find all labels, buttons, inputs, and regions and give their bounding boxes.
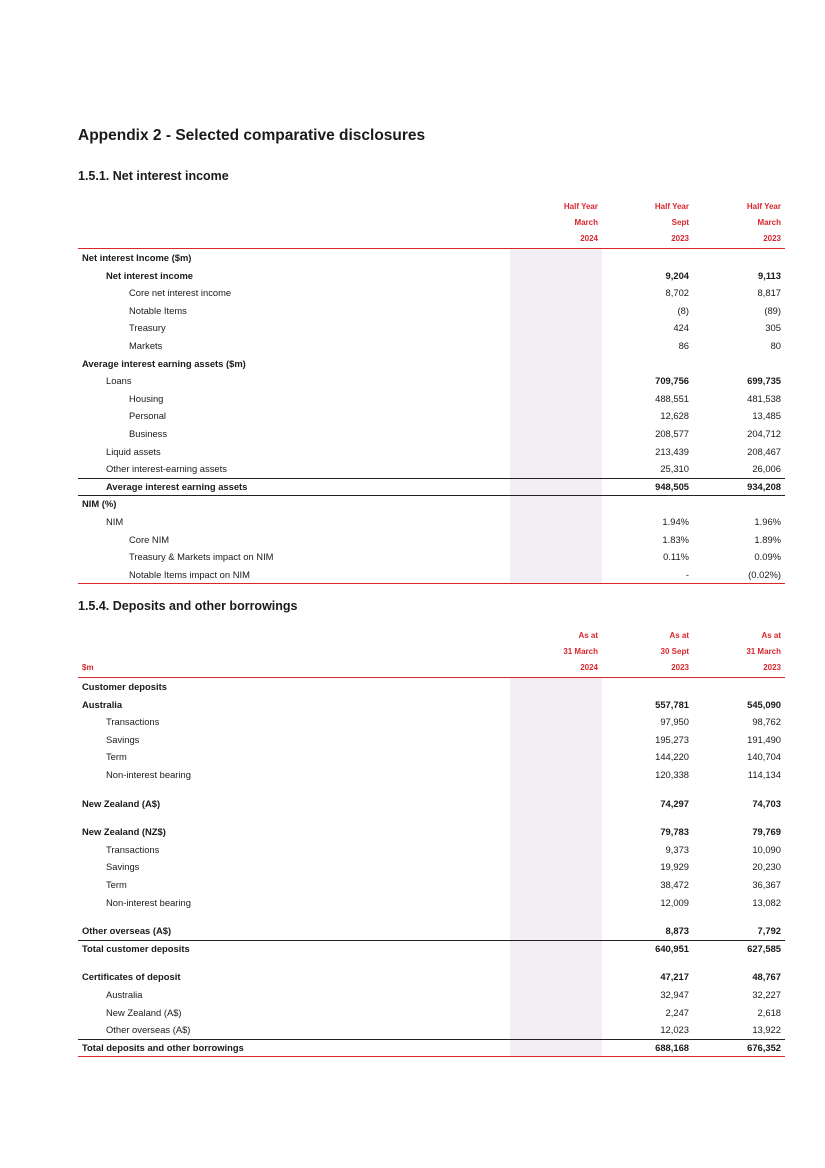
cell-value: 74,297 — [660, 797, 689, 809]
table-row — [78, 922, 785, 940]
cell-value: 9,204 — [665, 269, 689, 281]
row-label: Net interest income — [106, 269, 194, 281]
column-header-row — [78, 644, 785, 660]
table-row — [78, 337, 785, 355]
row-label: Non-interest bearing — [106, 769, 191, 780]
cell-value: 488,551 — [655, 392, 689, 404]
page-title: Appendix 2 - Selected comparative disclosures — [78, 127, 426, 144]
row-label: New Zealand (A$) — [82, 797, 161, 809]
cell-value: 97,950 — [660, 716, 689, 728]
cell-value: 120,338 — [655, 769, 689, 780]
table-row — [78, 478, 785, 496]
row-label: Total customer deposits — [82, 942, 190, 954]
cell-value: 79,783 — [660, 826, 689, 838]
cell-value: 557,781 — [655, 698, 689, 710]
cell-value: 80 — [770, 340, 781, 351]
table-row — [78, 513, 785, 531]
cell-value: 12,023 — [660, 1024, 689, 1036]
cell-value: 204,712 — [747, 428, 781, 439]
cell-value: 676,352 — [747, 1041, 781, 1053]
row-label: Australia — [82, 698, 123, 710]
column-header-3: Half Year — [746, 202, 781, 211]
column-header-3: 31 March — [746, 647, 781, 656]
cell-value: 1.83% — [662, 533, 689, 545]
table-row — [78, 407, 785, 425]
table-row — [78, 841, 785, 859]
row-label: Core net interest income — [129, 287, 232, 299]
cell-value: 934,208 — [747, 480, 781, 492]
cell-value: 424 — [673, 322, 689, 334]
column-header-1: 2024 — [580, 663, 598, 672]
column-header-row — [78, 628, 785, 644]
table-row — [78, 986, 785, 1004]
row-label: Savings — [106, 733, 140, 745]
cell-value: 1.89% — [754, 533, 781, 545]
cell-value: 640,951 — [655, 942, 689, 954]
column-header-1: 31 March — [563, 647, 598, 656]
row-label: New Zealand (A$) — [106, 1006, 182, 1018]
table-row — [78, 267, 785, 285]
table-row — [78, 566, 785, 584]
column-header-1: As at — [578, 631, 598, 640]
column-header-row — [78, 231, 785, 247]
bottom-rule — [78, 1056, 785, 1057]
unit-label: $m — [82, 663, 94, 672]
table-row — [78, 302, 785, 320]
cell-value: 19,929 — [660, 861, 689, 873]
row-label: Term — [106, 879, 127, 890]
column-header-3: 2023 — [763, 234, 781, 243]
row-label: New Zealand (NZ$) — [82, 826, 166, 838]
row-label: NIM (%) — [82, 498, 117, 510]
cell-value: 2,247 — [665, 1006, 689, 1018]
column-header-3: As at — [761, 631, 781, 640]
table-row — [78, 372, 785, 390]
table-row — [78, 1004, 785, 1022]
table-row — [78, 443, 785, 461]
row-label: Average interest earning assets ($m) — [82, 357, 246, 369]
row-label: Other overseas (A$) — [82, 925, 172, 937]
cell-value: (0.02%) — [748, 568, 781, 580]
table-row — [78, 548, 785, 566]
nii-section-heading: 1.5.1. Net interest income — [78, 169, 229, 183]
table-row — [78, 319, 785, 337]
column-header-2: 2023 — [671, 234, 689, 243]
cell-value: 709,756 — [655, 375, 689, 387]
table-row — [78, 894, 785, 912]
cell-value: 74,703 — [752, 797, 781, 809]
row-label: Notable Items — [129, 304, 187, 316]
column-header-row — [78, 199, 785, 215]
row-label: Certificates of deposit — [82, 971, 181, 983]
column-header-2: As at — [669, 631, 689, 640]
row-label: Non-interest bearing — [106, 896, 191, 908]
row-label: NIM — [106, 516, 124, 527]
column-header-1: Half Year — [563, 202, 598, 211]
table-row — [78, 713, 785, 731]
cell-value: 47,217 — [660, 971, 689, 983]
cell-value: 26,006 — [752, 463, 781, 475]
cell-value: 36,367 — [752, 879, 781, 890]
table-row — [78, 696, 785, 714]
column-header-1: March — [574, 218, 598, 227]
row-label: Personal — [129, 410, 167, 422]
cell-value: 8,702 — [665, 287, 689, 299]
cell-value: 25,310 — [660, 463, 689, 475]
row-label: Housing — [129, 392, 164, 404]
bottom-rule — [78, 583, 785, 584]
cell-value: 140,704 — [747, 751, 781, 763]
column-header-3: March — [757, 218, 781, 227]
cell-value: 208,577 — [655, 428, 689, 439]
table-row — [78, 495, 785, 513]
column-header-3: 2023 — [763, 663, 781, 672]
table-row — [78, 355, 785, 373]
column-header-2: 30 Sept — [660, 647, 689, 656]
table-row — [78, 858, 785, 876]
row-label: Transactions — [106, 843, 160, 855]
cell-value: 2,618 — [757, 1006, 781, 1018]
row-label: Treasury — [129, 322, 166, 334]
row-label: Customer deposits — [82, 681, 167, 692]
table-row — [78, 678, 785, 696]
row-label: Loans — [106, 375, 132, 387]
cell-value: 20,230 — [752, 861, 781, 873]
cell-value: 13,082 — [752, 896, 781, 908]
row-label: Business — [129, 428, 168, 439]
cell-value: 481,538 — [747, 392, 781, 404]
row-label: Treasury & Markets impact on NIM — [129, 551, 274, 563]
cell-value: 12,628 — [660, 410, 689, 422]
cell-value: 12,009 — [660, 896, 689, 908]
cell-value: 0.09% — [754, 551, 781, 563]
cell-value: 191,490 — [747, 733, 781, 745]
cell-value: 208,467 — [747, 445, 781, 457]
row-label: Notable Items impact on NIM — [129, 568, 250, 580]
row-label: Australia — [106, 989, 143, 1000]
cell-value: 948,505 — [655, 480, 689, 492]
cell-value: 1.96% — [754, 516, 781, 527]
cell-value: 32,947 — [660, 989, 689, 1000]
cell-value: - — [685, 568, 689, 580]
row-label: Term — [106, 751, 127, 763]
row-label: Total deposits and other borrowings — [82, 1041, 244, 1053]
cell-value: 9,373 — [665, 843, 689, 855]
cell-value: 10,090 — [752, 843, 781, 855]
cell-value: 0.11% — [663, 551, 689, 563]
cell-value: 1.94% — [662, 516, 689, 527]
row-label: Liquid assets — [106, 445, 161, 457]
cell-value: 38,472 — [660, 879, 689, 890]
table-row — [78, 531, 785, 549]
table-row — [78, 284, 785, 302]
table-row — [78, 460, 785, 478]
cell-value: 627,585 — [747, 942, 781, 954]
cell-value: 9,113 — [758, 269, 781, 281]
cell-value: 305 — [765, 322, 781, 334]
row-label: Core NIM — [129, 533, 170, 545]
row-label: Other overseas (A$) — [106, 1024, 191, 1036]
column-header-1: 2024 — [580, 234, 598, 243]
table-row — [78, 940, 785, 958]
cell-value: 213,439 — [655, 445, 689, 457]
table-row — [78, 795, 785, 813]
cell-value: 86 — [678, 340, 689, 351]
cell-value: 114,134 — [747, 769, 781, 780]
cell-value: 48,767 — [752, 971, 781, 983]
cell-value: 98,762 — [752, 716, 781, 728]
cell-value: 688,168 — [655, 1041, 689, 1053]
row-label: Markets — [129, 340, 163, 351]
table-row — [78, 1039, 785, 1057]
cell-value: 13,485 — [752, 410, 781, 422]
row-label: Transactions — [106, 716, 160, 728]
column-header-2: Sept — [671, 218, 689, 227]
cell-value: 13,922 — [752, 1024, 781, 1036]
table-row — [78, 766, 785, 784]
row-label: Net interest Income ($m) — [82, 252, 192, 263]
cell-value: 8,873 — [665, 925, 689, 937]
cell-value: 7,792 — [757, 925, 781, 937]
row-label: Savings — [106, 861, 140, 873]
cell-value: 195,273 — [655, 733, 689, 745]
cell-value: 144,220 — [655, 751, 689, 763]
table-row — [78, 1021, 785, 1039]
column-header-2: Half Year — [654, 202, 689, 211]
table-row — [78, 876, 785, 894]
table-row — [78, 748, 785, 766]
cell-value: (8) — [677, 304, 689, 316]
table-row — [78, 249, 785, 267]
table-row — [78, 390, 785, 408]
table-row — [78, 425, 785, 443]
column-header-row — [78, 660, 785, 676]
cell-value: 79,769 — [752, 826, 781, 838]
column-header-2: 2023 — [671, 663, 689, 672]
table-row — [78, 968, 785, 986]
cell-value: (89) — [764, 304, 781, 316]
row-label: Other interest-earning assets — [106, 463, 227, 475]
row-label: Average interest earning assets — [106, 480, 248, 492]
cell-value: 32,227 — [752, 989, 781, 1000]
table-row — [78, 823, 785, 841]
column-header-row — [78, 215, 785, 231]
cell-value: 545,090 — [747, 698, 781, 710]
cell-value: 8,817 — [757, 287, 781, 299]
deposits-section-heading: 1.5.4. Deposits and other borrowings — [78, 599, 298, 613]
cell-value: 699,735 — [747, 375, 781, 387]
table-row — [78, 731, 785, 749]
